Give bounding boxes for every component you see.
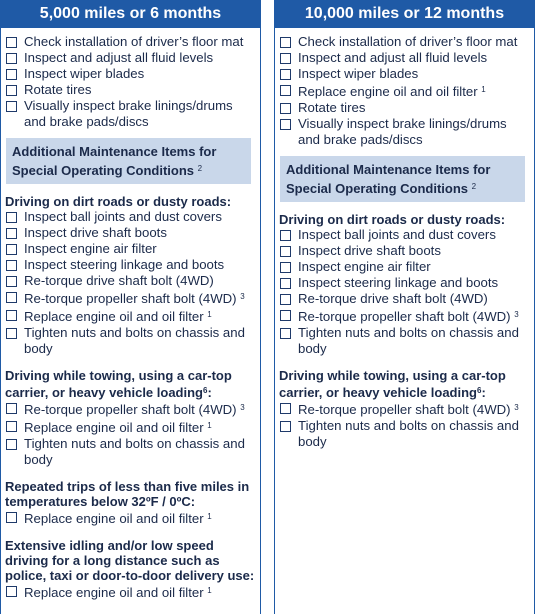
checklist-item[interactable] [279, 50, 531, 66]
checklist-item[interactable] [279, 400, 531, 418]
checkbox-icon[interactable] [280, 69, 291, 80]
checklist-item[interactable] [5, 509, 257, 527]
item-label: Inspect ball joints and dust covers [24, 209, 222, 224]
checklist-item[interactable] [279, 325, 531, 357]
checklist-item[interactable] [5, 273, 257, 289]
item-label: Inspect engine air filter [24, 241, 157, 256]
checklist-item[interactable] [5, 257, 257, 273]
item-label: Inspect drive shaft boots [24, 225, 167, 240]
item-label: Inspect steering linkage and boots [24, 257, 225, 272]
checkbox-icon[interactable] [6, 403, 17, 414]
checkbox-icon[interactable] [280, 37, 291, 48]
checklist-item[interactable] [279, 116, 531, 148]
checkbox-icon[interactable] [280, 328, 291, 339]
checkbox-icon[interactable] [6, 53, 17, 64]
item-label: Rotate tires [24, 82, 92, 97]
checkbox-icon[interactable] [280, 119, 291, 130]
checklist-item[interactable] [5, 82, 257, 98]
checkbox-icon[interactable] [6, 69, 17, 80]
section-title: Driving on dirt roads or dusty roads: [279, 212, 506, 227]
checkbox-icon[interactable] [6, 421, 17, 432]
checklist-item[interactable] [279, 243, 531, 259]
checklist-item[interactable] [5, 50, 257, 66]
item-label: Tighten nuts and bolts on chassis and body [24, 325, 245, 356]
checklist-item[interactable] [5, 225, 257, 241]
item-label: Replace engine oil and oil filter $^1$ [24, 309, 212, 324]
checkbox-icon[interactable] [6, 512, 17, 523]
checkbox-icon[interactable] [280, 310, 291, 321]
checklist-item[interactable] [5, 307, 257, 325]
checkbox-icon[interactable] [6, 276, 17, 287]
checklist-item[interactable] [279, 227, 531, 243]
column-header: 5,000 miles or 6 months [1, 0, 260, 28]
item-label: Check installation of driver’s floor mat [298, 34, 518, 49]
checklist-item[interactable] [5, 400, 257, 418]
special-conditions-banner [280, 156, 525, 202]
checklist-item[interactable] [279, 82, 531, 100]
special-conditions-banner [6, 138, 251, 184]
item-label: Re-torque propeller shaft bolt (4WD) $^3$ [24, 402, 245, 417]
checkbox-icon[interactable] [6, 586, 17, 597]
maintenance-column-10000 [274, 0, 535, 614]
checklist-item[interactable] [5, 241, 257, 257]
checklist-item[interactable] [5, 34, 257, 50]
item-label: Re-torque drive shaft bolt (4WD) [24, 273, 214, 288]
checklist-item[interactable] [5, 209, 257, 225]
item-label: Re-torque propeller shaft bolt (4WD) $^3$ [298, 309, 519, 324]
item-label: Inspect and adjust all fluid levels [24, 50, 214, 65]
section-title: Driving while towing, using a car-top carrier, or heavy vehicle loading$^6$: [279, 368, 506, 400]
checklist-item[interactable] [279, 100, 531, 116]
item-label: Tighten nuts and bolts on chassis and body [298, 325, 519, 356]
item-label: Rotate tires [298, 100, 366, 115]
checkbox-icon[interactable] [280, 278, 291, 289]
section-title: Driving while towing, using a car-top carrier, or heavy vehicle loading$^6$: [5, 368, 232, 400]
checkbox-icon[interactable] [280, 246, 291, 257]
banner-text: Additional Maintenance Items for Special Operating Conditions [12, 144, 217, 178]
checkbox-icon[interactable] [6, 212, 17, 223]
item-label: Inspect engine air filter [298, 259, 431, 274]
checkbox-icon[interactable] [6, 260, 17, 271]
item-label: Visually inspect brake linings/drums and brake pads/discs [24, 98, 233, 129]
column-header: 10,000 miles or 12 months [275, 0, 534, 28]
section-title: Extensive idling and/or low speed driving for a long distance such as police, taxi or door-to-door delivery use: [5, 538, 255, 583]
checkbox-icon[interactable] [280, 262, 291, 273]
checklist-item[interactable] [279, 418, 531, 450]
item-label: Replace engine oil and oil filter $^1$ [24, 511, 212, 526]
checkbox-icon[interactable] [6, 37, 17, 48]
section-title: Repeated trips of less than five miles in temperatures below 32ºF / 0ºC: [5, 479, 250, 509]
checkbox-icon[interactable] [280, 85, 291, 96]
section-title: Driving on dirt roads or dusty roads: [5, 194, 232, 209]
item-label: Inspect and adjust all fluid levels [298, 50, 488, 65]
footnote-ref: 2 [197, 164, 203, 173]
item-label: Tighten nuts and bolts on chassis and body [298, 418, 519, 449]
checkbox-icon[interactable] [280, 421, 291, 432]
checkbox-icon[interactable] [6, 328, 17, 339]
checkbox-icon[interactable] [280, 230, 291, 241]
checklist-item[interactable] [5, 325, 257, 357]
item-label: Inspect steering linkage and boots [298, 275, 499, 290]
checklist-item[interactable] [5, 289, 257, 307]
item-label: Replace engine oil and oil filter $^1$ [298, 84, 486, 99]
item-label: Re-torque propeller shaft bolt (4WD) $^3$ [24, 291, 245, 306]
checklist-item[interactable] [279, 34, 531, 50]
checklist-item[interactable] [5, 98, 257, 130]
item-label: Check installation of driver’s floor mat [24, 34, 244, 49]
checklist-item[interactable] [279, 259, 531, 275]
checkbox-icon[interactable] [6, 228, 17, 239]
checkbox-icon[interactable] [6, 101, 17, 112]
checklist-item[interactable] [5, 66, 257, 82]
checkbox-icon[interactable] [6, 310, 17, 321]
maintenance-column-5000 [0, 0, 261, 614]
item-label: Inspect drive shaft boots [298, 243, 441, 258]
item-label: Inspect wiper blades [298, 66, 419, 81]
checklist-item[interactable] [279, 66, 531, 82]
checklist-item[interactable] [279, 275, 531, 291]
item-label: Tighten nuts and bolts on chassis and body [24, 436, 245, 467]
checkbox-icon[interactable] [280, 53, 291, 64]
checkbox-icon[interactable] [6, 439, 17, 450]
item-label: Visually inspect brake linings/drums and brake pads/discs [298, 116, 507, 147]
checkbox-icon[interactable] [6, 244, 17, 255]
item-label: Inspect ball joints and dust covers [298, 227, 496, 242]
item-label: Re-torque drive shaft bolt (4WD) [298, 291, 488, 306]
checklist-item[interactable] [5, 436, 257, 468]
item-label: Inspect wiper blades [24, 66, 145, 81]
checklist-item[interactable] [279, 291, 531, 307]
checklist-item[interactable] [279, 307, 531, 325]
item-label: Re-torque propeller shaft bolt (4WD) $^3$ [298, 402, 519, 417]
item-label: Replace engine oil and oil filter $^1$ [24, 420, 212, 435]
checkbox-icon[interactable] [280, 294, 291, 305]
item-label: Replace engine oil and oil filter $^1$ [24, 585, 212, 600]
checkbox-icon[interactable] [280, 403, 291, 414]
checkbox-icon[interactable] [6, 85, 17, 96]
checkbox-icon[interactable] [280, 103, 291, 114]
checklist-item[interactable] [5, 583, 257, 601]
checklist-item[interactable] [5, 418, 257, 436]
footnote-ref: 2 [471, 182, 477, 191]
checkbox-icon[interactable] [6, 292, 17, 303]
banner-text: Additional Maintenance Items for Special Operating Conditions [286, 162, 491, 196]
